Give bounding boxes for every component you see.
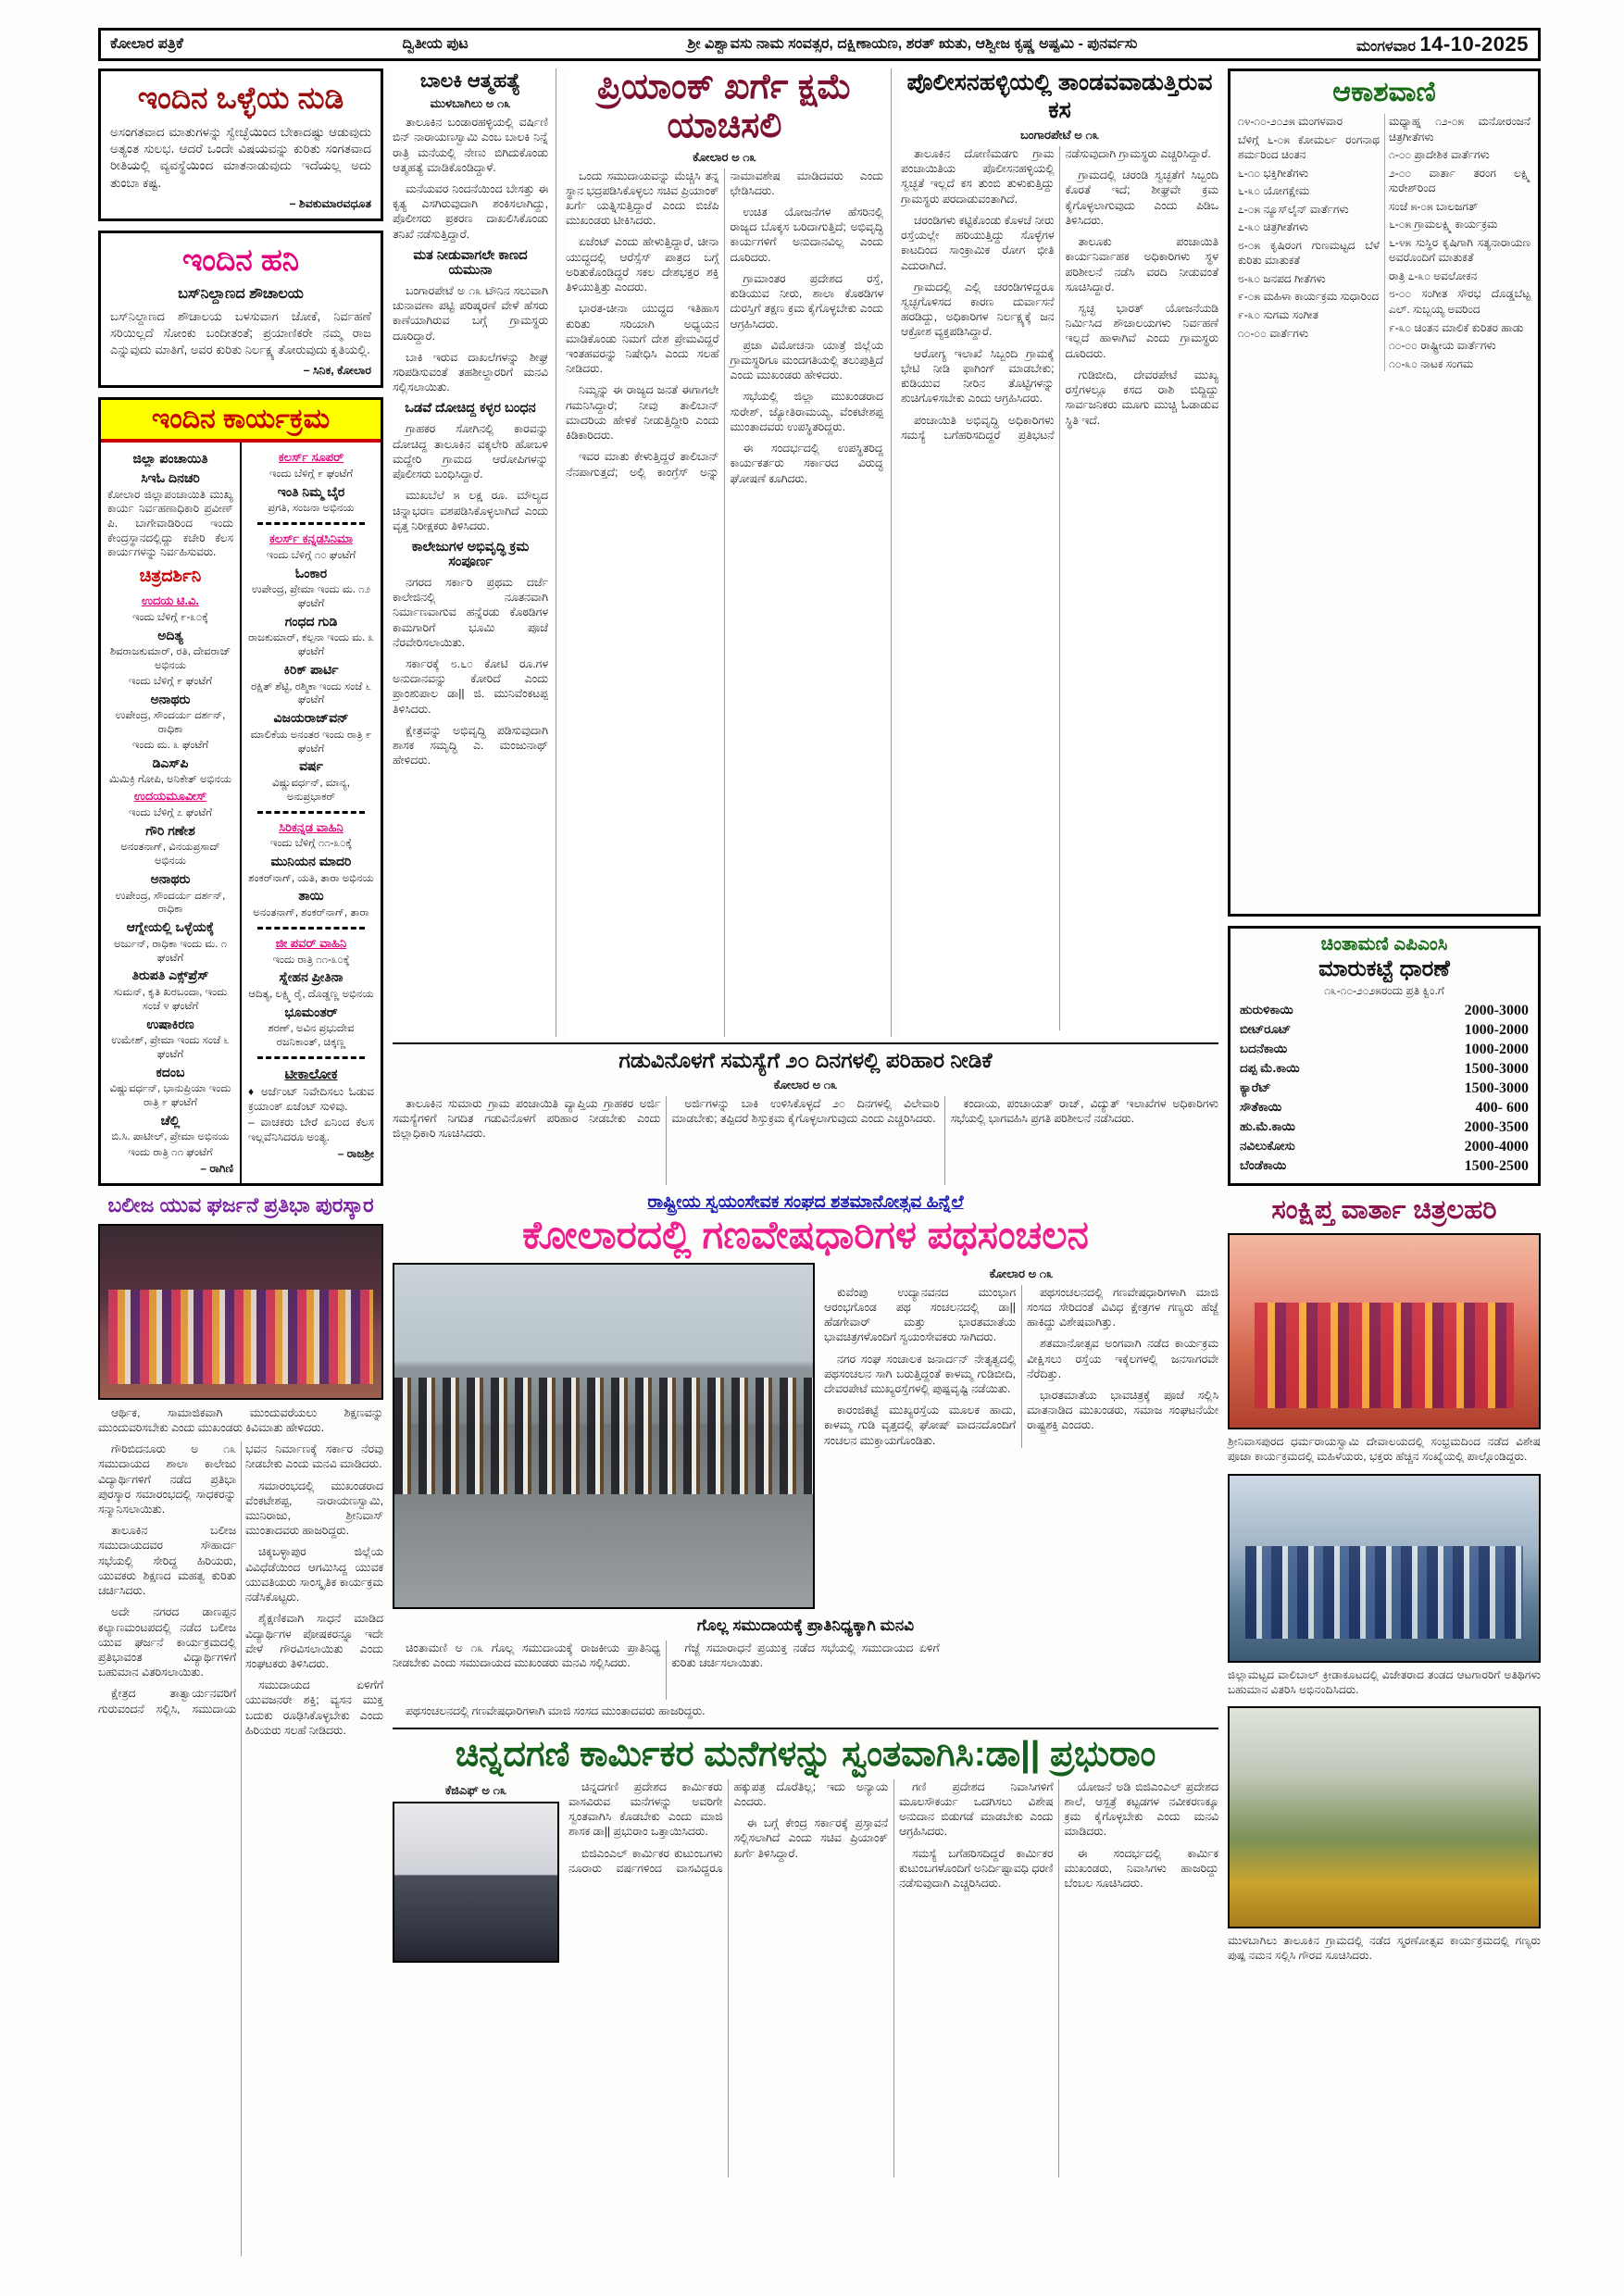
commodity-name: ದಪ್ಪ ಮೆ.ಕಾಯಿ <box>1240 1061 1300 1075</box>
polisana-dateline: ಬಂಗಾರಪೇಟೆ ಅ ೧೩ <box>1019 128 1100 142</box>
guide-entry: ಸ್ನೇಹನ ಪ್ರೀತಿನಾ <box>279 969 344 985</box>
body-paragraph: ಗ್ರಾಹಕರ ಸೋಗಿನಲ್ಲಿ ಕಾರವನ್ನು ದೋಚಿದ್ದ ತಾಲೂಕಿನ ವಕ್ಕಲೇರಿ ಹೋಬಳಿ ಮದ್ದೇರಿ ಗ್ರಾಮದ ಆರೋಪಿಗಳನ್ನು ಪೊಲೀಸರು ಬಂಧಿಸಿದ್ದಾರೆ. <box>393 422 548 481</box>
rss-dateline: ಕೋಲಾರ ಅ ೧೩ <box>989 1266 1054 1280</box>
guide-entry: ತಾಯಿ <box>298 888 324 904</box>
schedule-line: ೧೦-೦೦ ವಾರ್ತೆಗಳು <box>1238 326 1309 340</box>
article-rss <box>393 1192 1218 1700</box>
guide-entry: ವಿಷ್ಣುವರ್ಧನ್, ಮಾನ್ಯ, ಅನುಪ್ರಭಾಕರ್ <box>272 777 350 803</box>
schedule-line: ೨-೦೦ ವಾರ್ತಾ ತರಂಗ ಲಕ್ಷ್ಮಿ ಸುರೇಶ್‌ರಿಂದ <box>1389 166 1530 195</box>
top-articles-row <box>393 69 1218 1037</box>
brief-group-photo <box>1228 1474 1541 1663</box>
body-paragraph: ಬಂಗಾರಪೇಟೆ ಅ ೧೩ ಟೌನಿನ ಸಲುವಾಗಿ ಚುನಾವಣಾ ಪಟ್ಟಿ ಪರಿಷ್ಕರಣೆ ವೇಳೆ ಹೆಸರು ಕಾಣೆಯಾಗಿರುವ ಬಗ್ಗೆ ಗ್ರಾಮಸ್ಥರು ದೂರಿದ್ದಾರೆ. <box>393 283 548 343</box>
table-row <box>1240 1042 1529 1058</box>
schedule-line: ೮-೦೦ ಸಂಗೀತ ಸೌರಭ ದೊಡ್ಡಬೆಟ್ಟ ಎಲ್. ಸುಬ್ಬಯ್ಯ ಅವರಿಂದ <box>1389 287 1530 317</box>
schedule-line: ೧೦-೩೦ ನಾಟಕ ಸಂಗಮ <box>1389 356 1474 370</box>
body-paragraph: ಪಂಚಾಯಿತಿ ಅಭಿವೃದ್ಧಿ ಅಧಿಕಾರಿಗಳು ಸಮಸ್ಯೆ ಬಗೆಹರಿಸದಿದ್ದರೆ ಪ್ರತಿಭಟನೆ ನಡೆಸುವುದಾಗಿ ಗ್ರಾಮಸ್ಥರು ಎಚ್ಚರಿಸಿದ್ದಾರೆ. <box>901 147 1211 442</box>
paper-name: ಕೋಲಾರ ಪತ್ರಿಕೆ <box>110 36 183 52</box>
guide-entry: ರಾಜಕುಮಾರ್, ಕಲ್ಪನಾ ಇಂದು ಮ. ೩ ಘಂಟೆಗೆ <box>248 632 374 658</box>
schedule-line: ೯-೦೫ ಮಹಿಳಾ ಕಾರ್ಯಕ್ರಮ ಸುಧಾರಿಂದ <box>1238 290 1380 304</box>
schedule-line: ಬೆಳಿಗ್ಗೆ ೬-೦೫ ಕೋಮರ್ಲ ರಂಗನಾಥ ಶರ್ಮರಿಂದ ಚಿಂತನ <box>1238 132 1380 162</box>
commodity-name: ಹುರುಳಿಕಾಯಿ <box>1240 1003 1293 1017</box>
balaki-body-3 <box>393 421 548 533</box>
balaki-headline: ಬಾಲಕಿ ಆತ್ಮಹತ್ಯೆ <box>419 70 521 92</box>
table-row <box>1240 1158 1529 1175</box>
schedule-line: ೯-೩೦ ಚಿಂತನ ಮಾಲಿಕೆ ಕುರಿತರ ಹಾಡು <box>1389 320 1524 334</box>
schedule-line: ರಾತ್ರಿ ೭-೩೦ ಅವಲೋಕನ <box>1389 268 1478 282</box>
guide-entry: ಮಾಲಿಕೆಯ ಅನಂತರ ಇಂದು ರಾತ್ರಿ ೯ ಘಂಟೆಗೆ <box>250 729 372 755</box>
balaki-subhead-2: ಒಡವೆ ದೋಚಿದ್ದ ಕಳ್ಳರ ಬಂಧನ <box>405 401 536 417</box>
chinnada-headline: ಚಿನ್ನದಗಣಿ ಕಾರ್ಮಿಕರ ಮನೆಗಳನ್ನು ಸ್ವಂತವಾಗಿಸಿ:ಡಾ|| ಪ್ರಭುರಾಂ <box>393 1728 1218 1774</box>
guide-entry: ಕದಂಬ <box>156 1064 185 1079</box>
table-row <box>1240 1003 1529 1019</box>
balaki-body-2 <box>393 283 548 395</box>
table-row <box>1240 1080 1529 1097</box>
schedule-line: ೮-೩೦ ಜನಪದ ಗೀತೆಗಳು <box>1238 271 1326 285</box>
good-words-box <box>98 69 383 221</box>
guide-entry: ರಕ್ಷಿತ್ ಶೆಟ್ಟಿ, ರಶ್ಮಿಕಾ ಇಂದು ಸಂಜೆ ೬ ಘಂಟೆಗೆ <box>250 680 371 706</box>
guide-entry: ಉಷಾಕಿರಣ <box>146 1016 194 1031</box>
left-zone <box>98 69 383 2256</box>
body-paragraph: ಮುಖಬೆಲೆ ೫ ಲಕ್ಷ ರೂ. ಮೌಲ್ಯದ ಚಿನ್ನಾಭರಣ ವಶಪಡಿಸಿಕೊಳ್ಳಲಾಗಿದೆ ಎಂದು ವೃತ್ತ ನಿರೀಕ್ಷಕರು ತಿಳಿಸಿದರು. <box>393 489 548 532</box>
body-paragraph: ಸಮಸ್ಯೆ ಬಗೆಹರಿಸದಿದ್ದರೆ ಕಾರ್ಮಿಕರ ಕುಟುಂಬಗಳೊಂದಿಗೆ ಅನಿರ್ದಿಷ್ಟಾವಧಿ ಧರಣಿ ನಡೆಸುವುದಾಗಿ ಎಚ್ಚರಿಸಿದರು. <box>899 1846 1054 1890</box>
guide-entry: – ರಾಗಿಣಿ <box>200 1161 233 1175</box>
body-paragraph: ನಗರದ ಸರ್ಕಾರಿ ಪ್ರಥಮ ದರ್ಜೆ ಕಾಲೇಜಿನಲ್ಲಿ ನೂತನವಾಗಿ ನಿರ್ಮಾಣವಾಗುವ ಹನ್ನೆರಡು ಕೊಠಡಿಗಳ ಕಾಮಗಾರಿಗೆ ಭೂಮಿ ಪೂಜೆ ನೆರವೇರಿಸಲಾಯಿತು. <box>393 575 548 649</box>
tv-guide <box>101 443 381 1183</box>
article-polisana <box>901 69 1218 1037</box>
commodity-rate: 1500-2500 <box>1464 1158 1529 1174</box>
guide-entry: ವಿಷ್ಣುವರ್ಧನ್, ಭಾನುಪ್ರಿಯಾ ಇಂದು ರಾತ್ರಿ ೯ ಘಂಟೆಗೆ <box>109 1082 231 1108</box>
body-paragraph: ಉಚಿತ ಯೋಜನೆಗಳ ಹೆಸರಿನಲ್ಲಿ ರಾಜ್ಯದ ಬೊಕ್ಕಸ ಬರಿದಾಗುತ್ತಿದೆ; ಅಭಿವೃದ್ಧಿ ಕಾರ್ಯಗಳಿಗೆ ಅನುದಾನವಿಲ್ಲ ಎಂದು ದೂರಿದರು. <box>730 206 883 264</box>
right-zone <box>1228 69 1541 2256</box>
article-balaki <box>393 69 556 1037</box>
article-priyank <box>566 69 892 1037</box>
commodity-name: ನವಿಲುಕೋಸು <box>1240 1139 1295 1153</box>
commodity-name: ಕ್ಯಾರೆಟ್ <box>1240 1080 1271 1094</box>
schedule-line: ೬-೩೦ ಯೋಗಕ್ಷೇಮ <box>1238 184 1310 198</box>
balaki-subhead-1: ಮತ ನೀಡುವಾಗಲೇ ಕಾಣದ ಯಮುನಾ <box>413 247 528 278</box>
guide-entry: ಪ್ರಗತಿ, ಸಂಜನಾ ಅಭಿನಯ <box>268 503 355 515</box>
guide-entry: ಉದಯ ಟಿ.ವಿ. <box>141 593 200 608</box>
body-paragraph: ಬಾಕಿ ಇರುವ ದಾಖಲೆಗಳನ್ನು ಶೀಘ್ರ ಸರಿಪಡಿಸುವಂತೆ ತಹಶೀಲ್ದಾರರಿಗೆ ಮನವಿ ಸಲ್ಲಿಸಲಾಯಿತು. <box>393 350 548 394</box>
guide-entry: ಇಂದು ರಾತ್ರಿ ೧೧-೩೦ಕ್ಕೆ <box>272 954 350 966</box>
guide-entry <box>257 1056 365 1059</box>
guide-entry: ಸಿರಿಕನ್ನಡ ವಾಹಿನಿ <box>279 819 344 834</box>
briefs-title: ಸಂಕ್ಷಿಪ್ತ ವಾರ್ತಾ ಚಿತ್ರಲಹರಿ <box>1271 1195 1497 1225</box>
body-paragraph: ಕ್ಷೇತ್ರದ ತಾತ್ವಾರ್ಯನವರಿಗೆ ಗುರುವಂದನೆ ಸಲ್ಲಿಸಿ, ಸಮುದಾಯ ಭವನ ನಿರ್ಮಾಣಕ್ಕೆ ಸರ್ಕಾರ ನೆರವು ನೀಡಬೇಕು ಎಂದು ಮನವಿ ಮಾಡಿದರು. <box>98 1442 383 1716</box>
programme-title: ಇಂದಿನ ಕಾರ್ಯಕ್ರಮ <box>101 400 381 443</box>
body-paragraph: ಭಾರತ-ಚೀನಾ ಯುದ್ಧದ ಇತಿಹಾಸ ಕುರಿತು ಸರಿಯಾಗಿ ಅಧ್ಯಯನ ಮಾಡಿಕೊಂಡು ನಿಮಗೆ ದೇಶ ಪ್ರೇಮವಿದ್ದರೆ ಇಂತಹವರನ್ನು ನಿಷೇಧಿಸಿ ಎಂದು ಸಲಹೆ ನೀಡಿದರು. <box>566 302 719 376</box>
commodity-rate: 1000-2000 <box>1464 1022 1529 1038</box>
body-paragraph: ಬಿಜಿಎಂಎಲ್ ಕಾರ್ಮಿಕರ ಕುಟುಂಬಗಳು ನೂರಾರು ವರ್ಷಗಳಿಂದ ವಾಸವಿದ್ದರೂ ಹಕ್ಕುಪತ್ರ ದೊರೆತಿಲ್ಲ; ಇದು ಅನ್ಯಾಯ ಎಂದರು. <box>568 1779 888 1875</box>
article-chinnada <box>393 1703 1218 2177</box>
body-paragraph: ಗ್ರಾಮದಲ್ಲಿ ಎಲ್ಲಿ ಚರಂಡಿಗಳಿದ್ದರೂ ಸ್ವಚ್ಛಗೊಳಿಸದ ಕಾರಣ ದುರ್ವಾಸನೆ ಹರಡಿದ್ದು, ಅಧಿಕಾರಿಗಳ ನಿರ್ಲಕ್ಷ್ಯಕ್ಕೆ ಜನ ಆಕ್ರೋಶ ವ್ಯಕ್ತಪಡಿಸಿದ್ದಾರೆ. <box>901 280 1055 339</box>
body-paragraph: ಸ್ವಚ್ಛ ಭಾರತ್ ಯೋಜನೆಯಡಿ ನಿರ್ಮಿಸಿದ ಶೌಚಾಲಯಗಳು ನಿರ್ವಹಣೆ ಇಲ್ಲದೆ ಹಾಳಾಗಿವೆ ಎಂದು ಗ್ರಾಮಸ್ಥರು ದೂರಿದರು. <box>1065 301 1218 360</box>
akashavani-box <box>1228 69 1541 917</box>
day-label: ಮಂಗಳವಾರ <box>1355 39 1416 55</box>
body-paragraph: ಶೈಕ್ಷಣಿಕವಾಗಿ ಸಾಧನೆ ಮಾಡಿದ ವಿದ್ಯಾರ್ಥಿಗಳ ಪೋಷಕರನ್ನೂ ಇದೇ ವೇಳೆ ಗೌರವಿಸಲಾಯಿತು ಎಂದು ಸಂಘಟಕರು ತಿಳಿಸಿದರು. <box>245 1612 383 1670</box>
akashavani-title: ಆಕಾಶವಾಣಿ <box>1332 77 1436 107</box>
body-paragraph: ತಾಲೂಕಿನ ಸುಮಾರು ಗ್ರಾಮ ಪಂಚಾಯಿತಿ ವ್ಯಾಪ್ತಿಯ ಗ್ರಾಹಕರ ಅರ್ಜಿ ಸಮಸ್ಯೆಗಳಿಗೆ ನಿಗದಿತ ಗಡುವಿನೊಳಗೆ ಪರಿಹಾರ ನೀಡಬೇಕು ಎಂದು ಜಿಲ್ಲಾಧಿಕಾರಿ ಸೂಚಿಸಿದರು. <box>393 1096 661 1141</box>
guide-entry <box>257 522 365 525</box>
gaduvu-dateline: ಕೋಲಾರ ಅ ೧೩ <box>773 1077 838 1092</box>
rss-kicker: ರಾಷ್ಟ್ರೀಯ ಸ್ವಯಂಸೇವಕ ಸಂಘದ ಶತಮಾನೋತ್ಸವ ಹಿನ್ನೆಲೆ <box>647 1192 964 1212</box>
priyank-headline: ಪ್ರಿಯಾಂಕ್ ಖರ್ಗೆ ಕ್ಷಮೆ ಯಾಚಿಸಲಿ <box>596 69 853 145</box>
schedule-line: ಸಂಜೆ ೫-೦೫ ಬಾಲಜಗತ್ <box>1389 199 1479 213</box>
body-paragraph: ಚರಂಡಿಗಳು ಕಟ್ಟಿಕೊಂಡು ಕೊಳಚೆ ನೀರು ರಸ್ತೆಯಲ್ಲೇ ಹರಿಯುತ್ತಿದ್ದು ಸೊಳ್ಳೆಗಳ ಕಾಟದಿಂದ ಸಾಂಕ್ರಾಮಿಕ ರೋಗ ಭೀತಿ ಎದುರಾಗಿದೆ. <box>901 213 1055 272</box>
masthead <box>98 28 1541 61</box>
brief-3-text: ಮುಳಬಾಗಿಲು ತಾಲೂಕಿನ ಗ್ರಾಮದಲ್ಲಿ ನಡೆದ ಸ್ಮರಣೋತ್ಸವ ಕಾರ್ಯಕ್ರಮದಲ್ಲಿ ಗಣ್ಯರು ಪುಷ್ಪ ನಮನ ಸಲ್ಲಿಸಿ ಗೌರವ ಸೂಚಿಸಿದರು. <box>1228 1934 1541 1963</box>
commodity-name: ಸೌತೆಕಾಯಿ <box>1240 1100 1282 1114</box>
guide-entry: ಗಂಧದ ಗುಡಿ <box>284 614 338 630</box>
guide-entry: ಆಗ್ನೇಯಲ್ಲಿ ಒಳ್ಳೆಯಕ್ಕೆ <box>126 919 215 935</box>
schedule-line: ಮಧ್ಯಾಹ್ನ ೧೨-೦೫ ಮನೋರಂಜನೆ ಚಿತ್ರಗೀತೆಗಳು <box>1389 115 1530 144</box>
guide-entry: ಇಂದು ಮ. ೩ ಘಂಟೆಗೆ <box>131 740 209 752</box>
polisana-headline: ಪೊಲೀಸನಹಳ್ಳಿಯಲ್ಲಿ ತಾಂಡವವಾಡುತ್ತಿರುವ ಕಸ <box>906 69 1213 123</box>
schedule-line: ೭-೦೫ ನ್ಯೂಸ್‌ಲೈನ್ ವಾರ್ತೆಗಳು <box>1238 202 1349 216</box>
daily-verse-title: ಇಂದಿನ ಹನಿ <box>181 242 300 277</box>
guide-entry: ಉಪೇಂದ್ರ, ಸೌಂದರ್ಯ ದರ್ಶನ್, ರಾಧಿಕಾ <box>115 710 226 736</box>
commodity-rate: 2000-4000 <box>1464 1139 1529 1154</box>
guide-entry: ಜಿಲ್ಲಾ ಪಂಚಾಯಿತಿ <box>132 451 208 467</box>
body-paragraph: ಸಮಾರಂಭದಲ್ಲಿ ಮುಖಂಡರಾದ ವೆಂಕಟೇಶಪ್ಪ, ನಾರಾಯಣಸ್ವಾಮಿ, ಮುನಿರಾಜು, ಶ್ರೀನಿವಾಸ್ ಮುಂತಾದವರು ಹಾಜರಿದ್ದರು. <box>245 1479 383 1538</box>
commodity-name: ಬೆಂಡೆಕಾಯಿ <box>1240 1158 1287 1172</box>
commodity-name: ಬೀಟ್‌ರೂಟ್ <box>1240 1022 1292 1036</box>
brief-garland-photo <box>1228 1706 1541 1928</box>
article-gaduvu <box>393 1042 1218 1185</box>
body-paragraph: ತಾಲೂಕಿನ ದೋಣಿಮಡಗು ಗ್ರಾಮ ಪಂಚಾಯಿತಿಯ ಪೊಲೀಸನಹಳ್ಳಿಯಲ್ಲಿ ಸ್ವಚ್ಛತೆ ಇಲ್ಲದೆ ಕಸ ತುಂಬಿ ತುಳುಕುತ್ತಿದ್ದು ಗ್ರಾಮಸ್ಥರು ಪರದಾಡುವಂತಾಗಿದೆ. <box>901 147 1055 206</box>
body-paragraph: ಈ ಬಗ್ಗೆ ಕೇಂದ್ರ ಸರ್ಕಾರಕ್ಕೆ ಪ್ರಸ್ತಾವನೆ ಸಲ್ಲಿಸಲಾಗಿದೆ ಎಂದು ಸಚಿವ ಪ್ರಿಯಾಂಕ್ ಖರ್ಗೆ ತಿಳಿಸಿದ್ದಾರೆ. <box>733 1816 888 1860</box>
chinnada-photo-wrap <box>393 1779 559 2177</box>
body-paragraph: ಏಜೆಂಟ್ ಎಂದು ಹೇಳುತ್ತಿದ್ದಾರೆ, ಚೀನಾ ಯುದ್ಧದಲ್ಲಿ ಆರೆಸ್ಸೆಸ್ ಪಾತ್ರದ ಬಗ್ಗೆ ಅರಿತುಕೊಂಡಿದ್ದರೆ ಸಕಲ ದೇಶಭಕ್ತರ ಶಕ್ತಿ ತಿಳಿಯುತ್ತಿತ್ತು ಎಂದರು. <box>566 235 719 294</box>
guide-entry: ಇಂದು ಬೆಳಿಗ್ಗೆ ೭ ಘಂಟೆಗೆ <box>128 807 212 819</box>
main-grid <box>98 69 1541 2256</box>
guide-entry: ಕಿರಿಕ್ ಪಾರ್ಟಿ <box>283 662 339 678</box>
guide-entry: ಉಪೇಂದ್ರ, ಸೌಂದರ್ಯ ದರ್ಶನ್, ರಾಧಿಕಾ <box>115 890 226 916</box>
chinnada-prelude: ಪಥಸಂಚಲನದಲ್ಲಿ ಗಣವೇಷಧಾರಿಗಳಾಗಿ ಮಾಜಿ ಸಂಸದ ಮುಂತಾದವರು ಹಾಜರಿದ್ದರು. <box>406 1703 706 1717</box>
guide-entry: ಅನಾಥರು <box>150 871 191 887</box>
baleeja-stage-photo <box>98 1224 383 1400</box>
commodity-rate: 1000-2000 <box>1464 1042 1529 1057</box>
guide-entry: ಉದಯಮೂವೀಸ್ <box>133 789 207 804</box>
body-paragraph: ಇವರ ಮಾತು ಕೇಳುತ್ತಿದ್ದರೆ ತಾಲಿಬಾನ್ ನೆನಪಾಗುತ್ತದೆ; ಅಲ್ಲಿ ಕಾಂಗ್ರೆಸ್ ಅನ್ನು ನಾಮಾವಶೇಷ ಮಾಡಿದವರು ಎಂದು ಛೇಡಿಸಿದರು. <box>566 168 883 479</box>
rss-march-photo <box>393 1263 815 1609</box>
brief-1-text: ಶ್ರೀನಿವಾಸಪುರದ ಧರ್ಮರಾಯಸ್ವಾಮಿ ದೇವಾಲಯದಲ್ಲಿ ಸಂಭ್ರಮದಿಂದ ನಡೆದ ವಿಶೇಷ ಪೂಜಾ ಕಾರ್ಯಕ್ರಮದಲ್ಲಿ ಮಹಿಳೆಯರು, ಭಕ್ತರು ಹೆಚ್ಚಿನ ಸಂಖ್ಯೆಯಲ್ಲಿ ಪಾಲ್ಗೊಂಡಿದ್ದರು. <box>1228 1435 1541 1463</box>
body-paragraph: ಗಣಿ ಪ್ರದೇಶದ ನಿವಾಸಿಗಳಿಗೆ ಮೂಲಸೌಕರ್ಯ ಒದಗಿಸಲು ವಿಶೇಷ ಅನುದಾನ ಬಿಡುಗಡೆ ಮಾಡಬೇಕು ಎಂದು ಆಗ್ರಹಿಸಿದರು. <box>899 1779 1054 1839</box>
guide-entry: ಇಂದು ಬೆಳಿಗ್ಗೆ ೯ ಘಂಟೆಗೆ <box>269 468 353 480</box>
body-paragraph: ಯೋಜನೆ ಅಡಿ ಬಿಜಿಎಂಎಲ್ ಪ್ರದೇಶದ ಶಾಲೆ, ಆಸ್ಪತ್ರೆ ಕಟ್ಟಡಗಳ ನವೀಕರಣಕ್ಕೂ ಕ್ರಮ ಕೈಗೊಳ್ಳಬೇಕು ಎಂದು ಮನವಿ ಮಾಡಿದರು. <box>1064 1779 1218 1839</box>
daily-verse-byline: – ಸಿನಿಕ, ಕೋಲಾರ <box>303 364 371 378</box>
body-paragraph: ಗೌರಿಬಿದನೂರು ಅ ೧೩ ಸಮುದಾಯದ ಶಾಲಾ ಕಾಲೇಜು ವಿದ್ಯಾರ್ಥಿಗಳಿಗೆ ನಡೆದ ಪ್ರತಿಭಾ ಪುರಸ್ಕಾರ ಸಮಾರಂಭದಲ್ಲಿ ಸಾಧಕರನ್ನು ಸನ್ಮಾನಿಸಲಾಯಿತು. <box>98 1442 236 1516</box>
guide-entry: – ವಾಚಕರು ಬೇರೆ ಏನಿಂದ ಕೆಲಸ ಇಲ್ಲವೆನಿಸಿದರೂ ಅಂತ್ಯ. <box>248 1116 374 1143</box>
body-paragraph: ಪ್ರಜಾ ವಿಮೋಚನಾ ಯಾತ್ರೆ ಜಿಲ್ಲೆಯ ಗ್ರಾಮಸ್ಥರಿಗೂ ಮಂದಗತಿಯಲ್ಲಿ ತಲುಪುತ್ತಿದೆ ಎಂದು ಮುಖಂಡರು ಹೇಳಿದರು. <box>730 338 883 382</box>
guide-entry: ಸಿಇಓ ದಿನಚರಿ <box>141 469 200 485</box>
rss-body-wrap <box>824 1263 1218 1607</box>
good-words-body: ಅಸಂಗತವಾದ ಮಾತುಗಳನ್ನು ಸ್ವೇಚ್ಛೆಯಿಂದ ಬೇಕಾದಷ್ಟು ಆಡುವುದು ಅತ್ಯಂತ ಸುಲಭ. ಆದರೆ ಒಂದೇ ವಿಷಯವನ್ನು ಕುರಿತು ಸಂಗತವಾದ ರೀತಿಯಲ್ಲಿ ವ್ಯವಸ್ಥೆಯಿಂದ ಮಾತನಾಡುವುದು ಇದೆಯಲ್ಲ ಅದು ತುಂಬಾ ಕಷ್ಟ. <box>110 125 371 190</box>
balaki-body <box>393 115 548 242</box>
body-paragraph: ತಾಲೂಕಿನ ಬಂಡಾರಹಳ್ಳಿಯಲ್ಲಿ ವರ್ಷಿಣಿ ಬಿನ್ ನಾರಾಯಣಸ್ವಾಮಿ ಎಂಬ ಬಾಲಕಿ ನಿನ್ನೆ ರಾತ್ರಿ ಮನೆಯಲ್ಲಿ ನೇಣು ಬಿಗಿದುಕೊಂಡು ಆತ್ಮಹತ್ಯೆ ಮಾಡಿಕೊಂಡಿದ್ದಾಳೆ. <box>393 116 548 174</box>
guide-entry: ♦ ಅರ್ಜೆಂಟ್ ನಿವೇದಿಸಲು ಓಡುವ ಕ್ರಯಾಂಕ್ ಏಜೆಂಟ್ ಸುಳಿವು. <box>248 1085 374 1113</box>
guide-entry: ಅರ್ಜುನ್, ರಾಧಿಕಾ ಇಂದು ಮ. ೧ ಘಂಟೆಗೆ <box>113 938 228 964</box>
guide-entry: ಚಿತ್ರದರ್ಶಿನಿ <box>139 566 202 586</box>
body-paragraph: ಭಾರತಮಾತೆಯ ಭಾವಚಿತ್ರಕ್ಕೆ ಪೂಜೆ ಸಲ್ಲಿಸಿ ಮಾತನಾಡಿದ ಮುಖಂಡರು, ಸಮಾಜ ಸಂಘಟನೆಯೇ ರಾಷ್ಟ್ರಶಕ್ತಿ ಎಂದರು. <box>1027 1389 1218 1432</box>
body-paragraph: ಗ್ರಾಮಾಂತರ ಪ್ರದೇಶದ ರಸ್ತೆ, ಕುಡಿಯುವ ನೀರು, ಶಾಲಾ ಕೊಠಡಿಗಳ ದುರಸ್ತಿಗೆ ತಕ್ಷಣ ಕ್ರಮ ಕೈಗೊಳ್ಳಬೇಕು ಎಂದು ಆಗ್ರಹಿಸಿದರು. <box>730 271 883 331</box>
schedule-line: ೬-೪೫ ಸುಸ್ಥಿರ ಕೃಷಿಗಾಗಿ ಸತ್ಯನಾರಾಯಣ ಅವರೊಂದಿಗೆ ಮಾತುಕತೆ <box>1389 235 1530 265</box>
good-words-title: ಇಂದಿನ ಒಳ್ಳೆಯ ನುಡಿ <box>137 81 344 115</box>
commodity-rate: 1500-3000 <box>1464 1061 1529 1077</box>
body-paragraph: ನಿಮ್ಮನ್ನು ಈ ರಾಜ್ಯದ ಜನತೆ ಈಗಾಗಲೇ ಗಮನಿಸಿದ್ದಾರೆ; ನೀವು ತಾಲಿಬಾನ್ ಮಾದರಿಯ ಹೇಳಿಕೆ ನೀಡುತ್ತಿದ್ದೀರಿ ಎಂದು ಕಿಡಿಕಾರಿದರು. <box>566 383 719 443</box>
priyank-dateline: ಕೋಲಾರ ಅ ೧೩ <box>693 149 756 164</box>
daily-verse-box <box>98 231 383 389</box>
body-paragraph: ಕಂದಾಯ, ಪಂಚಾಯತ್ ರಾಜ್, ವಿದ್ಯುತ್ ಇಲಾಖೆಗಳ ಅಧಿಕಾರಿಗಳು ಸಭೆಯಲ್ಲಿ ಭಾಗವಹಿಸಿ ಪ್ರಗತಿ ಪರಿಶೀಲನೆ ನಡೆಸಿದರು. <box>950 1096 1218 1125</box>
table-row <box>1240 1061 1529 1078</box>
guide-entry: ಮಿಮಿಕ್ರಿ ಗೋಪಿ, ಅನಿಕೇತ್ ಅಭಿನಯ <box>108 774 232 786</box>
body-paragraph: ಮನೆಯವರ ನಿಂದನೆಯಿಂದ ಬೇಸತ್ತು ಈ ಕೃತ್ಯ ಎಸಗಿರುವುದಾಗಿ ಶಂಕಿಸಲಾಗಿದ್ದು, ಪೊಲೀಸರು ಪ್ರಕರಣ ದಾಖಲಿಸಿಕೊಂಡು ತನಿಖೆ ನಡೆಸುತ್ತಿದ್ದಾರೆ. <box>393 182 548 241</box>
body-paragraph: ಸಮುದಾಯದ ಏಳಿಗೆಗೆ ಯುವಜನರೇ ಶಕ್ತಿ; ವ್ಯಸನ ಮುಕ್ತ ಬದುಕು ರೂಢಿಸಿಕೊಳ್ಳಬೇಕು ಎಂದು ಹಿರಿಯರು ಸಲಹೆ ನೀಡಿದರು. <box>245 1678 383 1737</box>
body-paragraph: ಸಭೆಯಲ್ಲಿ ಜಿಲ್ಲಾ ಮುಖಂಡರಾದ ಸುರೇಶ್, ಜ್ಯೋತಿರಾಮಯ್ಯ, ವೆಂಕಟೇಶಪ್ಪ ಮುಂತಾದವರು ಉಪಸ್ಥಿತರಿದ್ದರು. <box>730 390 883 433</box>
market-rows <box>1240 1003 1529 1175</box>
commodity-name: ಹು.ಮೆ.ಕಾಯಿ <box>1240 1119 1295 1133</box>
daily-verse-subtitle: ಬಸ್‌ನಿಲ್ದಾಣದ ಶೌಚಾಲಯ <box>178 285 304 302</box>
schedule-line: ೧೦-೦೦ ರಾಷ್ಟ್ರೀಯ ವಾರ್ತೆಗಳು <box>1389 339 1496 353</box>
guide-entry: ಕೋಲಾರ ಜಿಲ್ಲಾಪಂಚಾಯಿತಿ ಮುಖ್ಯ ಕಾರ್ಯ ನಿರ್ವಹಣಾಧಿಕಾರಿ ಪ್ರವೀಣ್ ಪಿ. ಬಾಗೇವಾಡಿರಿಂದ ಇಂದು ಕೇಂದ್ರಸ್ಥಾನದಲ್ಲಿದ್ದು ಕಚೇರಿ ಕೆಲಸ ಕಾರ್ಯಗಳನ್ನು ನಿರ್ವಹಿಸುವರು. <box>107 487 233 559</box>
table-row <box>1240 1022 1529 1039</box>
polisana-body <box>901 146 1218 1030</box>
body-paragraph: ನಗರ ಸಂಘ ಸಂಚಾಲಕ ಜನಾರ್ದನ್ ನೇತೃತ್ವದಲ್ಲಿ ಪಥಸಂಚಲನ ಸಾಗಿ ಬರುತ್ತಿದ್ದಂತೆ ಕಾಳಮ್ಮ ಗುಡಿಬೀದಿ, ದೇವರಪೇಟೆ ಮುಖ್ಯರಸ್ತೆಗಳಲ್ಲಿ ಪುಷ್ಪವೃಷ್ಟಿ ನಡೆಯಿತು. <box>824 1352 1016 1395</box>
body-paragraph: ಸರ್ಕಾರಕ್ಕೆ ೮.೬೦ ಕೋಟಿ ರೂ.ಗಳ ಅನುದಾನವನ್ನು ಕೋರಿದೆ ಎಂದು ಪ್ರಾಂಶುಪಾಲ ಡಾ|| ಜಿ. ಮುನಿವೆಂಕಟಪ್ಪ ತಿಳಿಸಿದರು. <box>393 657 548 716</box>
body-paragraph: ಅರ್ಜಿಗಳನ್ನು ಬಾಕಿ ಉಳಿಸಿಕೊಳ್ಳದೆ ೨೦ ದಿನಗಳಲ್ಲಿ ವಿಲೇವಾರಿ ಮಾಡಬೇಕು; ತಪ್ಪಿದರೆ ಶಿಸ್ತುಕ್ರಮ ಕೈಗೊಳ್ಳಲಾಗುವುದು ಎಂದು ಎಚ್ಚರಿಸಿದರು. <box>671 1096 940 1125</box>
guide-entry: ಇಂದು ಬೆಳಿಗ್ಗೆ ೧೧-೩೦ಕ್ಕೆ <box>269 838 353 850</box>
almanac-line: ಶ್ರೀ ವಿಶ್ವಾವಸು ನಾಮ ಸಂವತ್ಸರ, ದಕ್ಷಿಣಾಯಣ, ಶರತ್ ಋತು, ಆಶ್ವೀಜ ಕೃಷ್ಣ ಅಷ್ಟಮಿ - ಪುನರ್ವಸು <box>687 36 1138 52</box>
schedule-line: ೧-೦೦ ಪ್ರಾದೇಶಿಕ ವಾರ್ತೆಗಳು <box>1389 148 1490 162</box>
commodity-rate: 2000-3500 <box>1464 1119 1529 1135</box>
schedule-line: ೯-೩೦ ಸುಗಮ ಸಂಗೀತ <box>1238 308 1318 322</box>
masthead-date <box>1356 32 1529 56</box>
guide-entry: ಭೂಮಂತರ್ <box>284 1004 338 1019</box>
commodity-rate: 1500-3000 <box>1464 1080 1529 1096</box>
baleeja-body <box>98 1441 383 2256</box>
chinnada-row <box>393 1779 1218 2177</box>
guide-entry: ಇಂತಿ ನಿಮ್ಮ ಬೈರ <box>277 484 345 500</box>
guide-entry: ವರ್ಷ <box>299 758 323 774</box>
guide-entry: ಡಿಎಸ್‌ಪಿ <box>152 755 189 771</box>
good-words-byline: – ಶಿವಕುಮಾರವಧೂತ <box>289 196 371 210</box>
baleeja-lead: ಆರ್ಥಿಕ, ಸಾಮಾಜಿಕವಾಗಿ ಮುಂದುವರೆಯಲು ಶಿಕ್ಷಣವನ್ನು ಮುಂದುವರಿಸಬೇಕು ಎಂದು ಮುಖಂಡರು ಕಿವಿಮಾತು ಹೇಳಿದರು. <box>98 1405 383 1434</box>
market-table-box <box>1228 926 1541 1186</box>
body-paragraph: ಈ ಸಂದರ್ಭದಲ್ಲಿ ಉಪಸ್ಥಿತರಿದ್ದ ಕಾರ್ಯಕರ್ತರು ಸರ್ಕಾರದ ವಿರುದ್ಧ ಘೋಷಣೆ ಕೂಗಿದರು. <box>730 442 883 485</box>
guide-entry: ಸುಮನ್, ಕೃತಿ ಖರಬಂದಾ, ಇಂದು ಸಂಜೆ ೪ ಘಂಟೆಗೆ <box>113 986 228 1012</box>
tv-guide-col2 <box>242 443 381 1183</box>
guide-entry: ಇಂದು ಬೆಳಿಗ್ಗೆ ೯-೩೦ಕ್ಕೆ <box>132 612 208 624</box>
schedule-line: ೭-೩೦ ಚಿತ್ರಗೀತೆಗಳು <box>1238 220 1309 234</box>
body-paragraph: ತಾಲೂಕು ಪಂಚಾಯಿತಿ ಕಾರ್ಯನಿರ್ವಾಹಕ ಅಧಿಕಾರಿಗಳು ಸ್ಥಳ ಪರಿಶೀಲನೆ ನಡೆಸಿ ವರದಿ ನೀಡುವಂತೆ ಸೂಚಿಸಿದ್ದಾರೆ. <box>1065 235 1218 293</box>
guide-entry: ಉಮೇಶ್, ಪ್ರೇಮಾ ಇಂದು ಸಂಜೆ ೬ ಘಂಟೆಗೆ <box>111 1034 230 1060</box>
priyank-body <box>566 168 883 1037</box>
guide-entry: ಟೀಕಾಲೋಕ <box>284 1066 338 1082</box>
table-row <box>1240 1139 1529 1155</box>
guide-entry: ಅನಂತನಾಗ್, ವಿನಯಪ್ರಸಾದ್ ಅಭಿನಯ <box>120 842 220 867</box>
daily-verse-body: ಬಸ್‌ನಿಲ್ದಾಣದ ಶೌಚಾಲಯ ಬಳಸುವಾಗ ಜೋಕೆ, ನಿರ್ವಹಣೆ ಸರಿಯಿಲ್ಲದೆ ಸೋಂಕು ಬಂದೀತಂತೆ; ಪ್ರಯಾಣಿಕರೇ ನಮ್ಮ ರಾಜ ಎನ್ನುವುದು ಮಾತಿಗೆ, ಅವರ ಕುರಿತು ನಿರ್ಲಕ್ಷ್ಯ ತೋರುವುದು ಕೃತಿಯಲ್ಲಿ. <box>110 308 371 357</box>
date-label: 14-10-2025 <box>1419 32 1529 56</box>
brief-pooja-photo <box>1228 1233 1541 1429</box>
table-row <box>1240 1100 1529 1117</box>
body-paragraph: ಪಥಸಂಚಲನದಲ್ಲಿ ಗಣವೇಷಧಾರಿಗಳಾಗಿ ಮಾಜಿ ಸಂಸದ ಸೇರಿದಂತೆ ವಿವಿಧ ಕ್ಷೇತ್ರಗಳ ಗಣ್ಯರು ಹೆಜ್ಜೆ ಹಾಕಿದ್ದು ವಿಶೇಷವಾಗಿತ್ತು. <box>1027 1285 1218 1329</box>
rss-feature-row <box>393 1263 1218 1609</box>
gaduvu-headline: ಗಡುವಿನೊಳಗೆ ಸಮಸ್ಯೆಗೆ ೨೦ ದಿನಗಳಲ್ಲಿ ಪರಿಹಾರ ನೀಡಿಕೆ <box>618 1048 993 1072</box>
market-title-2: ಮಾರುಕಟ್ಟೆ ಧಾರಣೆ <box>1318 956 1450 981</box>
guide-entry: ಶಂಕರ್‌ನಾಗ್, ಯತಿ, ತಾರಾ ಅಭಿನಯ <box>248 872 374 884</box>
schedule-line: ೬-೦೫ ಗ್ರಾಮಲಕ್ಷ್ಮಿ ಕಾರ್ಯಕ್ರಮ <box>1389 218 1498 231</box>
body-paragraph: ತಾಲೂಕಿನ ಬಲೀಜ ಸಮುದಾಯದವರ ಸೌಹಾರ್ದ ಸಭೆಯಲ್ಲಿ ಸೇರಿದ್ದ ಹಿರಿಯರು, ಯುವಕರು ಶಿಕ್ಷಣದ ಮಹತ್ವ ಕುರಿತು ಚರ್ಚಿಸಿದರು. <box>98 1524 236 1598</box>
balaki-body-4 <box>393 575 548 768</box>
body-paragraph: ಈ ಸಂದರ್ಭದಲ್ಲಿ ಕಾರ್ಮಿಕ ಮುಖಂಡರು, ನಿವಾಸಿಗಳು ಹಾಜರಿದ್ದು ಬೆಂಬಲ ಸೂಚಿಸಿದರು. <box>1064 1846 1218 1890</box>
guide-entry: ಚೆಲ್ಲಿ <box>160 1112 181 1128</box>
guide-entry: – ರಾಜಶ್ರೀ <box>337 1146 374 1160</box>
schedule-line: ೮-೦೫ ಕೃಷಿರಂಗ ಗುಣಮಟ್ಟದ ಬೆಳೆ ಕುರಿತು ಮಾತುಕತೆ <box>1238 238 1380 268</box>
chinnada-body <box>568 1779 1218 2177</box>
body-paragraph: ಕಾರಂಜಿಕಟ್ಟೆ ಮುಖ್ಯರಸ್ತೆಯ ಮೂಲಕ ಹಾದು, ಕಾಳಮ್ಮ ಗುಡಿ ವೃತ್ತದಲ್ಲಿ ಘೋಷ್ ವಾದನದೊಂದಿಗೆ ಸಂಚಲನ ಮುಕ್ತಾಯಗೊಂಡಿತು. <box>824 1404 1016 1447</box>
guide-entry: ಅದಿತ್ಯ <box>157 628 183 643</box>
programme-box <box>98 397 383 1186</box>
chinnada-dateline: ಕೆಜಿಎಫ್ ಅ ೧೩ <box>444 1782 507 1797</box>
guide-entry <box>257 811 365 814</box>
commodity-name: ಬದನೆಕಾಯಿ <box>1240 1042 1288 1055</box>
guide-entry: ಕಲರ್ಸ್ ಕನ್ನಡಸಿನಿಮಾ <box>269 531 353 546</box>
baleeja-headline: ಬಲೀಜ ಯುವ ಘರ್ಜನೆ ಪ್ರತಿಭಾ ಪುರಸ್ಕಾರ <box>107 1193 374 1217</box>
body-paragraph: ಶತಮಾನೋತ್ಸವ ಅಂಗವಾಗಿ ನಡೆದ ಕಾರ್ಯಕ್ರಮ ವೀಕ್ಷಿಸಲು ರಸ್ತೆಯ ಇಕ್ಕೆಲಗಳಲ್ಲಿ ಜನಸಾಗರವೇ ನೆರೆದಿತ್ತು. <box>1027 1337 1218 1380</box>
guide-entry: ವಿಜಯರಾಜ್‌ವನ್ <box>273 710 349 726</box>
rss-body <box>824 1285 1218 1448</box>
body-paragraph: ಗುಡಿಬೀದಿ, ದೇವರಪೇಟೆ ಮುಖ್ಯ ರಸ್ತೆಗಳಲ್ಲೂ ಕಸದ ರಾಶಿ ಬಿದ್ದಿದ್ದು ಸಾರ್ವಜನಿಕರು ಮೂಗು ಮುಚ್ಚಿ ಓಡಾಡುವ ಸ್ಥಿತಿ ಇದೆ. <box>1065 368 1218 427</box>
brief-2-text: ಜಿಲ್ಲಾಮಟ್ಟದ ವಾಲಿಬಾಲ್ ಕ್ರೀಡಾಕೂಟದಲ್ಲಿ ವಿಜೇತರಾದ ತಂಡದ ಆಟಗಾರರಿಗೆ ಅತಿಥಿಗಳು ಬಹುಮಾನ ವಿತರಿಸಿ ಅಭಿನಂದಿಸಿದರು. <box>1228 1667 1541 1696</box>
guide-entry: ಇಂದು ಬೆಳಿಗ್ಗೆ ೯ ಘಂಟೆಗೆ <box>128 676 212 688</box>
body-paragraph: ಒಂದು ಸಮುದಾಯವನ್ನು ಮೆಚ್ಚಿಸಿ ತನ್ನ ಸ್ಥಾನ ಭದ್ರಪಡಿಸಿಕೊಳ್ಳಲು ಸಚಿವ ಪ್ರಿಯಾಂಕ್ ಖರ್ಗೆ ಯತ್ನಿಸುತ್ತಿದ್ದಾರೆ ಎಂದು ಬಿಜೆಪಿ ಮುಖಂಡರು ಟೀಕಿಸಿದರು. <box>566 168 719 228</box>
radio-schedule <box>1238 114 1530 371</box>
guide-entry: ತಿರುಪತಿ ಎಕ್ಸ್‌ಪ್ರೆಸ್ <box>131 967 209 983</box>
schedule-line: ೬-೧೦ ಭಕ್ತಿಗೀತೆಗಳು <box>1238 166 1309 180</box>
guide-entry: ಗೌರಿ ಗಣೇಶ <box>145 823 195 839</box>
balaki-subhead-3: ಕಾಲೇಜುಗಳ ಅಭಿವೃದ್ಧಿ ಕ್ರಮ ಸಂಪೂರ್ಣ <box>411 539 530 569</box>
guide-entry: ಆದಿತ್ಯ, ಲಕ್ಷ್ಮಿ ರೈ, ದೊಡ್ಡಣ್ಣ ಅಭಿನಯ <box>248 988 374 1000</box>
body-paragraph: ಆರೋಗ್ಯ ಇಲಾಖೆ ಸಿಬ್ಬಂದಿ ಗ್ರಾಮಕ್ಕೆ ಭೇಟಿ ನೀಡಿ ಫಾಗಿಂಗ್ ಮಾಡಬೇಕು; ಕುಡಿಯುವ ನೀರಿನ ತೊಟ್ಟಿಗಳನ್ನು ಶುಚಿಗೊಳಿಸಬೇಕು ಎಂದು ಆಗ್ರಹಿಸಿದರು. <box>901 346 1055 406</box>
middle-zone <box>393 69 1218 2256</box>
guide-entry: ಉಪೇಂದ್ರ, ಪ್ರೇಮಾ ಇಂದು ಮ. ೧೨ ಘಂಟೆಗೆ <box>251 584 371 610</box>
guide-entry: ಶಿವರಾಜಕುಮಾರ್, ರತಿ, ದೇವರಾಜ್ ಅಭಿನಯ <box>109 646 231 672</box>
body-paragraph: ಕ್ಷೇತ್ರವನ್ನು ಅಭಿವೃದ್ಧಿ ಪಡಿಸುವುದಾಗಿ ಶಾಸಕ ಸಮೃದ್ಧಿ ಎ. ಮಂಜುನಾಥ್ ಹೇಳಿದರು. <box>393 723 548 767</box>
commodity-rate: 400- 600 <box>1475 1100 1529 1116</box>
guide-entry: ಜೀ ಪವರ್ ವಾಹಿನಿ <box>275 935 347 950</box>
chinnada-certificate-photo <box>393 1802 559 1963</box>
page-content <box>98 28 1541 2256</box>
schedule-line: ೧೪-೧೦-೨೦೨೫ ಮಂಗಳವಾರ <box>1238 115 1343 128</box>
body-paragraph: ಅದೇ ನಗರದ ಡಾಣಪ್ಪನ ಕಲ್ಯಾಣಮಂಟಪದಲ್ಲಿ ನಡೆದ ಬಲೀಜ ಯುವ ಘರ್ಜನೆ ಕಾರ್ಯಕ್ರಮದಲ್ಲಿ ಪ್ರತಿಭಾವಂತ ವಿದ್ಯಾರ್ಥಿಗಳಿಗೆ ಬಹುಮಾನ ವಿತರಿಸಲಾಯಿತು. <box>98 1605 236 1679</box>
body-paragraph: ಗ್ರಾಮದಲ್ಲಿ ಚರಂಡಿ ಸ್ವಚ್ಛತೆಗೆ ಸಿಬ್ಬಂದಿ ಕೊರತೆ ಇದೆ; ಶೀಘ್ರವೇ ಕ್ರಮ ಕೈಗೊಳ್ಳಲಾಗುವುದು ಎಂದು ಪಿಡಿಒ ತಿಳಿಸಿದರು. <box>1065 168 1218 227</box>
guide-entry: ಇಂದು ಬೆಳಿಗ್ಗೆ ೧೦ ಘಂಟೆಗೆ <box>266 550 356 562</box>
guide-entry <box>257 927 365 930</box>
table-row <box>1240 1119 1529 1136</box>
guide-entry: ಅನಾಥರು <box>150 692 191 707</box>
body-paragraph: ಗೆಜ್ಜೆ ಸಮಾರಾಧನೆ ಪ್ರಯುಕ್ತ ನಡೆದ ಸಭೆಯಲ್ಲಿ ಸಮುದಾಯದ ಏಳಿಗೆ ಕುರಿತು ಚರ್ಚಿಸಲಾಯಿತು. <box>671 1641 940 1669</box>
edition-label: ದ್ವಿತೀಯ ಪುಟ <box>402 36 468 52</box>
body-paragraph: ಚಿಂತಾಮಣಿ ಅ ೧೩ ಗೊಲ್ಲ ಸಮುದಾಯಕ್ಕೆ ರಾಜಕೀಯ ಪ್ರಾತಿನಿಧ್ಯ ನೀಡಬೇಕು ಎಂದು ಸಮುದಾಯದ ಮುಖಂಡರು ಮನವಿ ಸಲ್ಲಿಸಿದರು. <box>393 1641 661 1669</box>
gaduvu-body <box>393 1096 1218 1185</box>
tv-guide-col1 <box>101 443 242 1183</box>
guide-entry: ಶರಣ್, ಅವಿನ ಪ್ರಭುದೇವ ರಜನಿಕಾಂತ್, ಚಿಕ್ಕಣ್ಣ <box>268 1022 355 1048</box>
golla-body <box>393 1641 1218 1700</box>
guide-entry: ಕಲರ್ಸ್ ಸೂಪರ್ <box>278 450 344 465</box>
guide-entry: ಅನಂತನಾಗ್, ಶಂಕರ್‌ನಾಗ್, ತಾರಾ <box>253 906 369 918</box>
body-paragraph: ಕುವೆಂಪು ಉದ್ಯಾನವನದ ಮುಂಭಾಗ ಆರಂಭಗೊಂಡ ಪಥ ಸಂಚಲನದಲ್ಲಿ ಡಾ|| ಹೆಡಗೇವಾರ್ ಮತ್ತು ಭಾರತಮಾತೆಯ ಭಾವಚಿತ್ರಗಳೊಂದಿಗೆ ಸ್ವಯಂಸೇವಕರು ಸಾಗಿದರು. <box>824 1285 1016 1344</box>
golla-subhead: ಗೊಲ್ಲ ಸಮುದಾಯಕ್ಕೆ ಪ್ರಾತಿನಿಧ್ಯಕ್ಕಾಗಿ ಮನವಿ <box>696 1616 915 1634</box>
rss-headline: ಕೋಲಾರದಲ್ಲಿ ಗಣವೇಷಧಾರಿಗಳ ಪಥಸಂಚಲನ <box>522 1212 1089 1256</box>
market-title-1: ಚಿಂತಾಮಣಿ ಎಪಿಎಂಸಿ <box>1320 934 1448 955</box>
guide-entry: ಬಿ.ಸಿ. ಪಾಟೀಲ್, ಪ್ರೇಮಾ ಅಭಿನಯ <box>111 1130 230 1142</box>
body-paragraph: ಚಿಕ್ಕಬಳ್ಳಾಪುರ ಜಿಲ್ಲೆಯ ವಿವಿಧೆಡೆಯಿಂದ ಆಗಮಿಸಿದ್ದ ಯುವಕ ಯುವತಿಯರು ಸಾಂಸ್ಕೃತಿಕ ಕಾರ್ಯಕ್ರಮ ನಡೆಸಿಕೊಟ್ಟರು. <box>245 1545 383 1604</box>
body-paragraph: ಚಿನ್ನದಗಣಿ ಪ್ರದೇಶದ ಕಾರ್ಮಿಕರು ವಾಸವಿರುವ ಮನೆಗಳನ್ನು ಅವರಿಗೇ ಸ್ವಂತವಾಗಿಸಿ ಕೊಡಬೇಕು ಎಂದು ಮಾಜಿ ಶಾಸಕ ಡಾ|| ಪ್ರಭುರಾಂ ಒತ್ತಾಯಿಸಿದರು. <box>568 1779 723 1839</box>
commodity-rate: 2000-3000 <box>1464 1003 1529 1018</box>
market-subtitle: ೧೩-೧೦-೨೦೨೫ರಂದು ಪ್ರತಿ ಕ್ವಿಂ.ಗೆ <box>1324 984 1444 997</box>
balaki-dateline: ಮುಳಬಾಗಿಲು ಅ ೧೩ <box>430 96 511 111</box>
guide-entry: ಓಂಕಾರ <box>294 566 328 581</box>
guide-entry: ಮುನಿಯನ ಮಾದರಿ <box>270 854 352 869</box>
guide-entry: ಇಂದು ರಾತ್ರಿ ೧೧ ಘಂಟೆಗೆ <box>128 1146 213 1158</box>
